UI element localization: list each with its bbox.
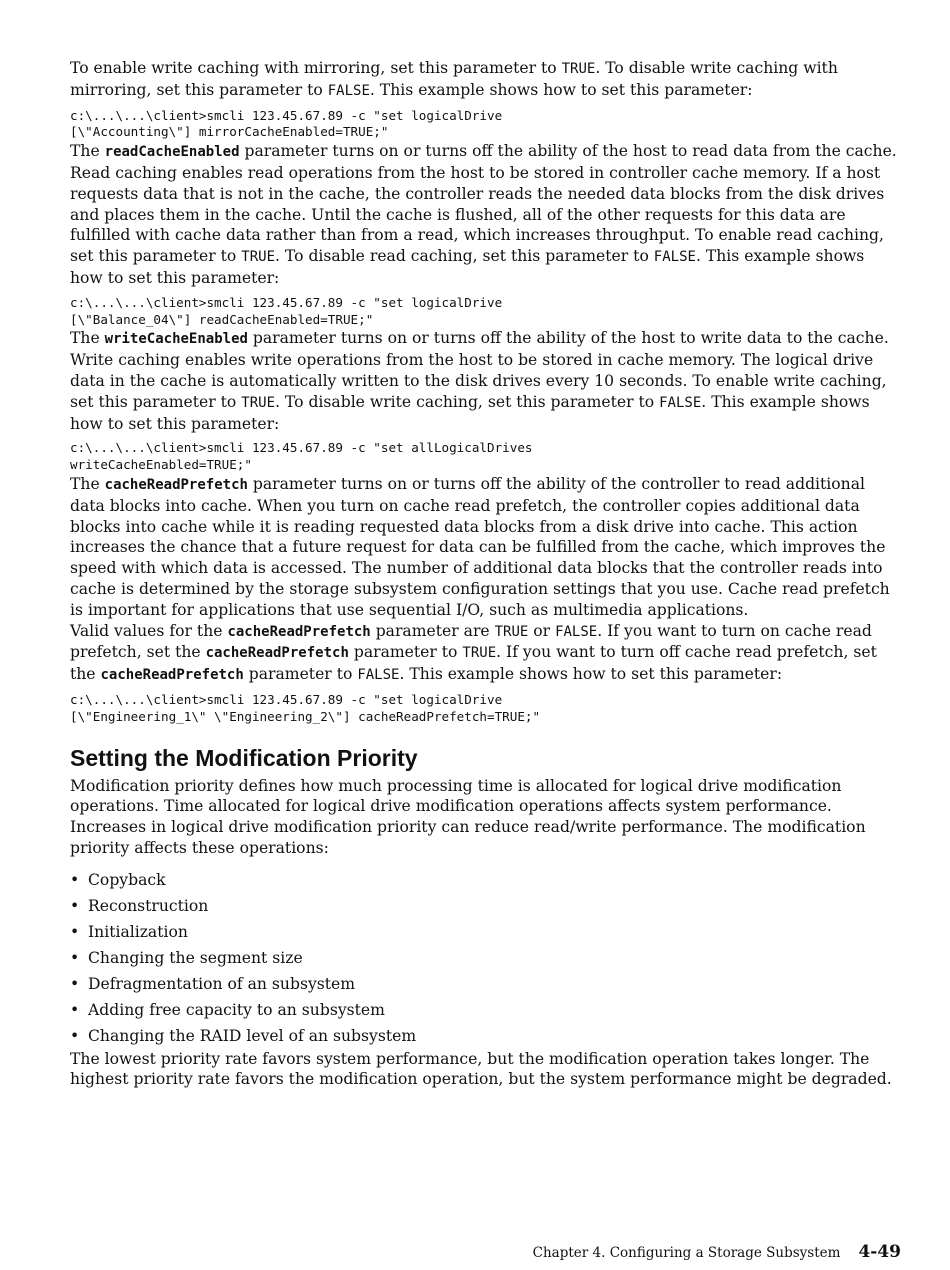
text: . If you want to turn off cache read prefetch, set the <box>70 643 877 684</box>
list-item: • Reconstruction <box>70 893 902 919</box>
list-item: • Changing the RAID level of an subsystem <box>70 1023 902 1049</box>
text: . This example shows how to set this parameter: <box>399 665 783 684</box>
operations-list <box>70 867 902 1049</box>
list-item: • Copyback <box>70 867 902 893</box>
inline-code: FALSE <box>659 394 702 411</box>
text: The <box>70 474 105 493</box>
text: To enable write caching with mirroring, set this parameter to <box>70 59 562 77</box>
inline-code: TRUE <box>241 249 275 266</box>
text: parameter are <box>370 621 495 640</box>
inline-code: FALSE <box>555 623 598 640</box>
paragraph-mirror-cache <box>70 58 902 102</box>
inline-code: TRUE <box>494 623 529 640</box>
parameter-name: cacheReadPrefetch <box>227 623 371 640</box>
code-example-read-prefetch: c:\...\...\client>smcli 123.45.67.89 -c "set logicalDrive [\"Engineering_1\" \"Engineering_2\"] cacheReadPrefetch=TRUE;" <box>70 691 541 724</box>
bullet-icon: • <box>70 1026 80 1045</box>
text: . This example shows how to set this parameter: <box>70 247 865 287</box>
bullet-icon: • <box>70 870 80 889</box>
code-example-read-cache: c:\...\...\client>smcli 123.45.67.89 -c "set logicalDrive [\"Balance_04\"] readCacheEnabled=TRUE;" <box>70 294 503 327</box>
parameter-name: cacheReadPrefetch <box>100 667 244 684</box>
paragraph-priority-rate: The lowest priority rate favors system performance, but the modification operation takes longer. The highest priority rate favors the modification operation, but the system performance might be degraded. <box>70 1049 892 1089</box>
bullet-icon: • <box>70 896 80 915</box>
parameter-name: readCacheEnabled <box>104 144 240 161</box>
inline-code: FALSE <box>357 667 400 684</box>
inline-code: FALSE <box>327 82 370 99</box>
list-item: • Defragmentation of an subsystem <box>70 971 902 997</box>
text: parameter turns on or turns off the ability of the host to read data from the cache. Read caching enables read operations from the host to be stored in controller cache memory. If a host requests data that is not in the cache, the controller reads the needed data blocks from the disk drives and places them in the cache. Until the cache is flushed, all of the other requests for this data are fulfilled with cache data rather than from a read, which increases throughput. To enable read caching, set this parameter to <box>70 142 897 266</box>
parameter-name: writeCacheEnabled <box>104 331 248 348</box>
parameter-name: cacheReadPrefetch <box>205 645 349 662</box>
paragraph-prefetch-values <box>70 621 902 686</box>
text: or <box>528 621 556 640</box>
inline-code: TRUE <box>462 645 497 662</box>
text: The <box>70 329 105 348</box>
text: parameter to <box>348 643 463 662</box>
text: parameter to <box>243 665 358 684</box>
inline-code: FALSE <box>653 249 696 266</box>
text: . To disable write caching with mirroring, set this parameter to <box>70 59 838 99</box>
bullet-icon: • <box>70 974 80 993</box>
paragraph-write-cache <box>70 328 902 434</box>
text: parameter turns on or turns off the ability of the controller to read additional data blocks into cache. When you turn on cache read prefetch, the controller copies additional data blocks into cache while it is reading requested data blocks from a disk drive into cache. This action increases the chance that a future request for data can be fulfilled from the cache, which improves the speed with which data is accessed. The number of additional data blocks that the controller reads into cache is determined by the storage subsystem configuration settings that you use. Cache read prefetch is important for applications that use sequential I/O, such as multimedia applications. <box>70 474 890 619</box>
paragraph-modification-priority: Modification priority defines how much processing time is allocated for logical drive modification operations. Time allocated for logical drive modification operations affects system performance. Increases in logical drive modification priority can reduce read/write performance. The modification priority affects these operations: <box>70 776 866 857</box>
text: . This example shows how to set this parameter: <box>70 392 870 433</box>
inline-code: TRUE <box>241 394 275 411</box>
code-example-write-cache: c:\...\...\client>smcli 123.45.67.89 -c "set allLogicalDrives writeCacheEnabled=TRUE;" <box>70 440 533 473</box>
document-page <box>70 58 902 1090</box>
list-item: • Adding free capacity to an subsystem <box>70 997 902 1023</box>
list-item: • Initialization <box>70 919 902 945</box>
page-footer <box>533 1242 901 1262</box>
paragraph-read-cache <box>70 141 902 289</box>
code-example-mirror-cache: c:\...\...\client>smcli 123.45.67.89 -c "set logicalDrive [\"Accounting\"] mirrorCacheEnabled=TRUE;" <box>70 107 503 140</box>
parameter-name: cacheReadPrefetch <box>104 476 248 493</box>
text: . To disable read caching, set this parameter to <box>275 247 654 266</box>
text: The <box>70 142 105 161</box>
bullet-icon: • <box>70 948 80 967</box>
inline-code: TRUE <box>561 61 596 77</box>
paragraph-read-prefetch <box>70 474 902 621</box>
chapter-title: Chapter 4. Configuring a Storage Subsystem <box>532 1245 841 1261</box>
text: parameter turns on or turns off the ability of the host to write data to the cache. Write caching enables write operations from the host to be stored in cache memory. The logical drive data in the cache is automatically written to the disk drives every 10 seconds. To enable write caching, set this parameter to <box>70 329 889 411</box>
text: Valid values for the <box>70 621 228 640</box>
page-number: 4-49 <box>858 1242 901 1262</box>
list-item: • Changing the segment size <box>70 945 902 971</box>
text: . This example shows how to set this parameter: <box>369 80 753 99</box>
text: . To disable write caching, set this parameter to <box>275 392 660 411</box>
section-heading: Setting the Modification Priority <box>70 744 418 771</box>
bullet-icon: • <box>70 1000 80 1019</box>
bullet-icon: • <box>70 922 80 941</box>
text: . If you want to turn on cache read prefetch, set the <box>70 621 872 662</box>
